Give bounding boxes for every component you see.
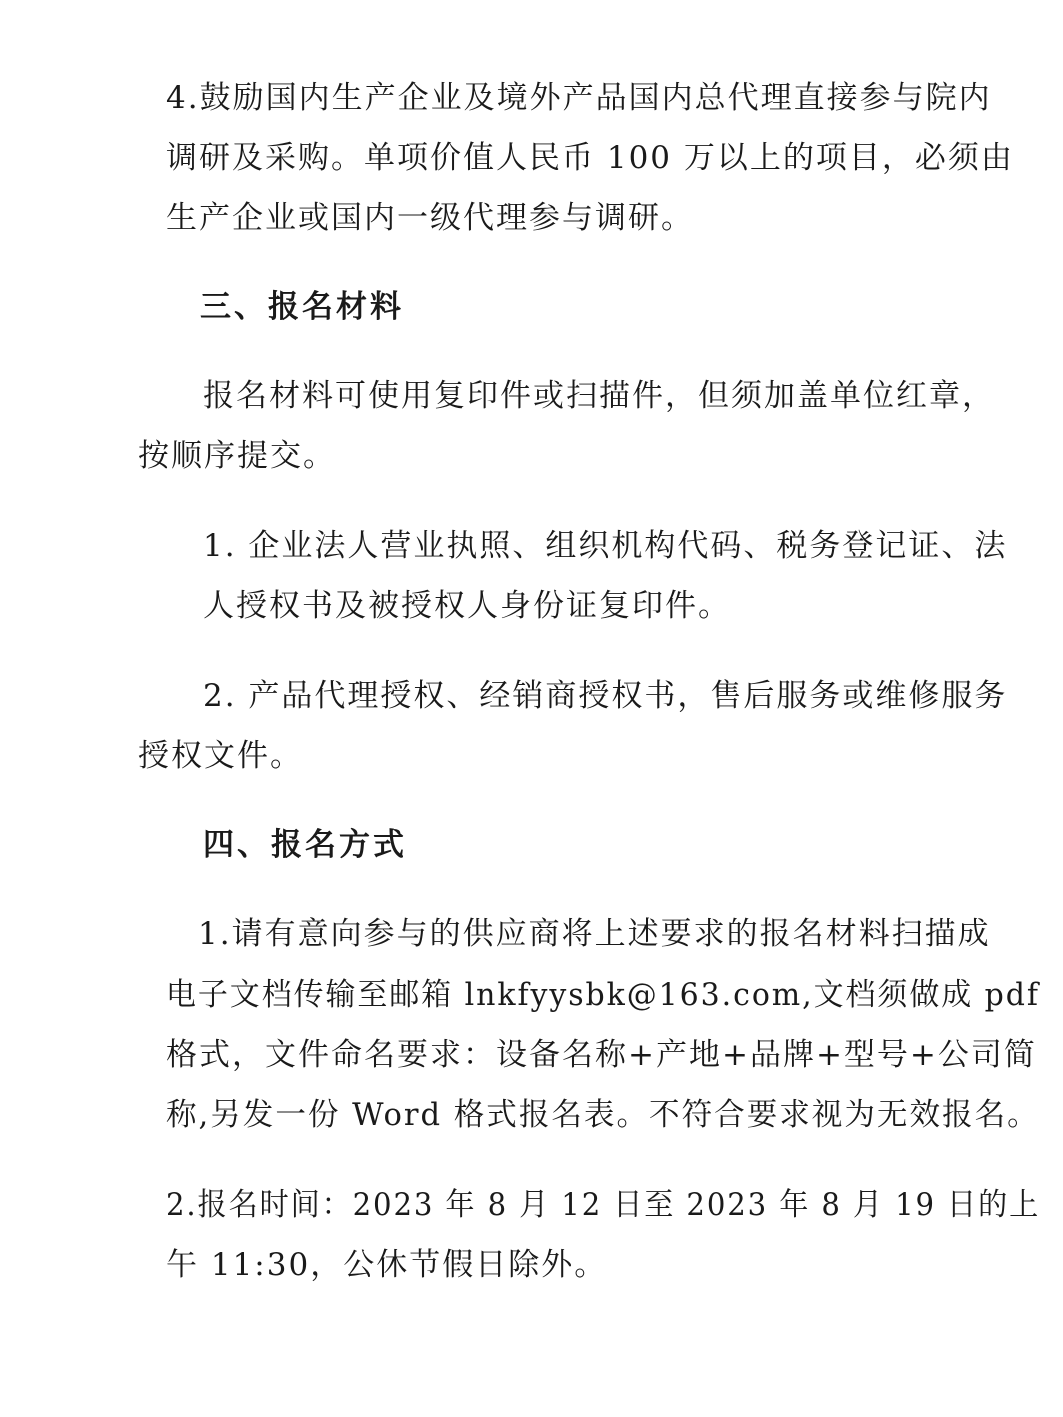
section4-item2-line1: 2.报名时间：2023 年 8 月 12 日至 2023 年 8 月 19 日的上 [166,1187,1041,1223]
section3-item1-line2: 人授权书及被授权人身份证复印件。 [203,588,731,624]
section3-item1-line1: 1. 企业法人营业执照、组织机构代码、税务登记证、法 [203,528,1008,564]
section4-item1-line3: 格式，文件命名要求：设备名称+产地+品牌+型号+公司简 [166,1037,1037,1073]
section4-item1-line4: 称,另发一份 Word 格式报名表。不符合要求视为无效报名。 [166,1097,1040,1133]
item4-line2: 调研及采购。单项价值人民币 100 万以上的项目，必须由 [166,140,1014,176]
section3-item2-line1: 2. 产品代理授权、经销商授权书，售后服务或维修服务 [203,678,1008,714]
section4-item2-line2: 午 11:30，公休节假日除外。 [166,1247,608,1283]
section3-heading: 三、报名材料 [200,289,404,325]
section4-item1-line2: 电子文档传输至邮箱 lnkfyysbk@163.com,文档须做成 pdf [166,977,1040,1013]
section4-heading: 四、报名方式 [203,827,407,863]
section3-intro-line2: 按顺序提交。 [138,438,336,474]
section3-item2-line2: 授权文件。 [138,738,303,774]
section3-intro-line1: 报名材料可使用复印件或扫描件，但须加盖单位红章， [203,378,995,414]
section4-item1-line1: 1.请有意向参与的供应商将上述要求的报名材料扫描成 [198,916,991,952]
item4-line3: 生产企业或国内一级代理参与调研。 [166,200,694,236]
item4-line1: 4.鼓励国内生产企业及境外产品国内总代理直接参与院内 [166,80,992,116]
